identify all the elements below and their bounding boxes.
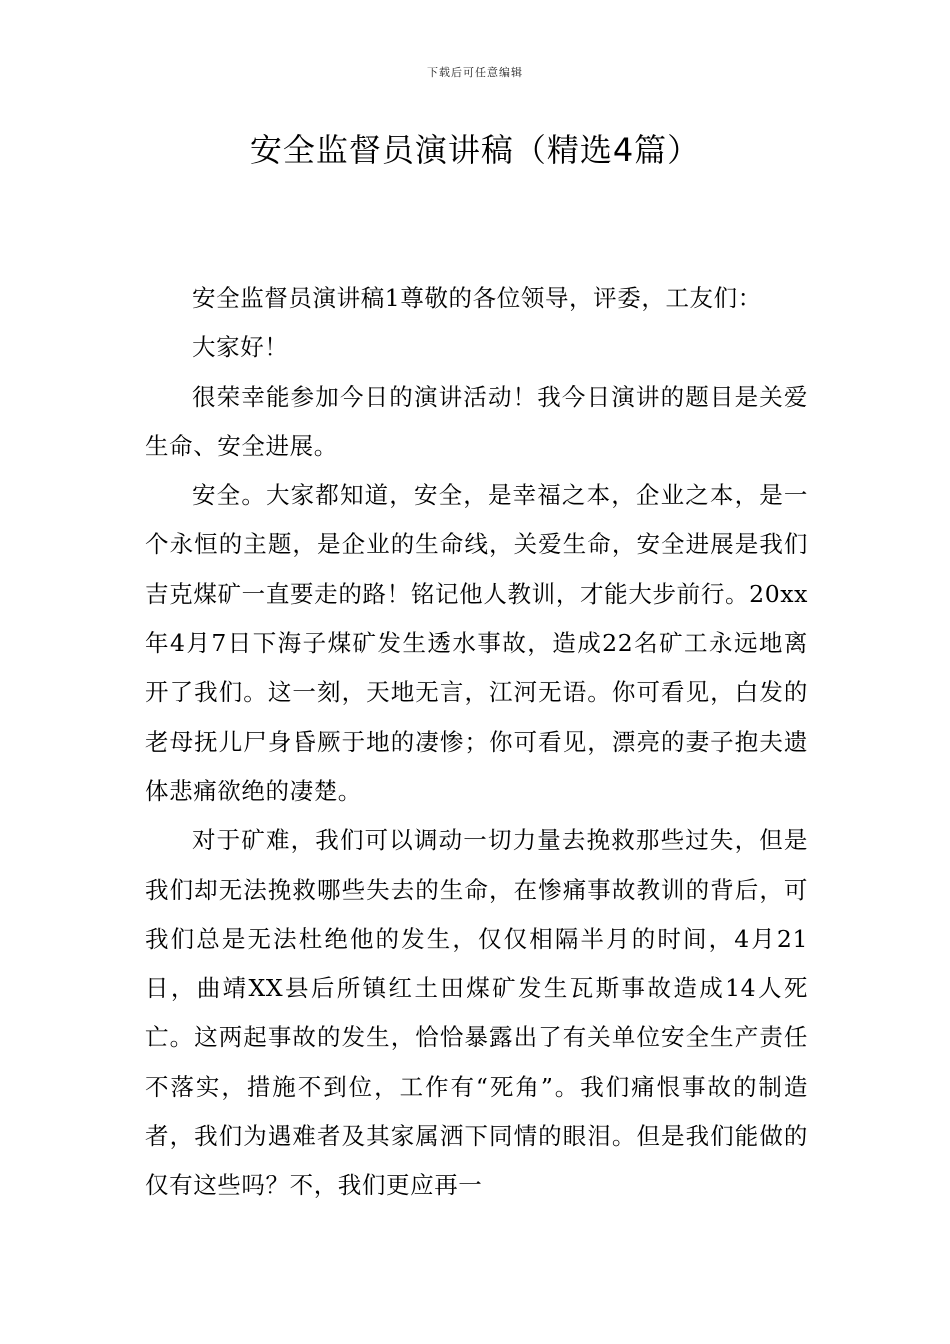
header-note: 下载后可任意编辑 [427, 66, 523, 79]
paragraph-intro: 很荣幸能参加今日的演讲活动！我今日演讲的题目是关爱生命、安全进展。 [145, 382, 808, 460]
paragraph-hello: 大家好！ [192, 333, 289, 362]
paragraph-greeting: 安全监督员演讲稿1尊敬的各位领导，评委，工友们： [192, 284, 762, 312]
document-body [145, 274, 808, 1211]
paragraph-mine-disaster: 对于矿难，我们可以调动一切力量去挽救那些过失，但是我们却无法挽救哪些失去的生命，在惨痛事故教训的背后，可我们总是无法杜绝他的发生，仅仅相隔半月的时间，4月21日，曲靖XX县后所镇红土田煤矿发生瓦斯事故造成14人死亡。这两起事故的发生，恰恰暴露出了有关单位安全生产责任不落实，措施不到位，工作有“死角”。我们痛恨事故的制造者，我们为遇难者及其家属洒下同情的眼泪。但是我们能做的仅有这些吗？不，我们更应再一 [145, 826, 808, 1200]
paragraph-safety: 安全。大家都知道，安全，是幸福之本，企业之本，是一个永恒的主题，是企业的生命线，关爱生命，安全进展是我们吉克煤矿一直要走的路！铭记他人教训，才能大步前行。20xx年4月7日下海子煤矿发生透水事故，造成22名矿工永远地离开了我们。这一刻，天地无言，江河无语。你可看见，白发的老母抚儿尸身昏厥于地的凄惨；你可看见，漂亮的妻子抱夫遗体悲痛欲绝的凄楚。 [145, 481, 808, 805]
document-title: 安全监督员演讲稿（精选4篇） [249, 131, 701, 169]
